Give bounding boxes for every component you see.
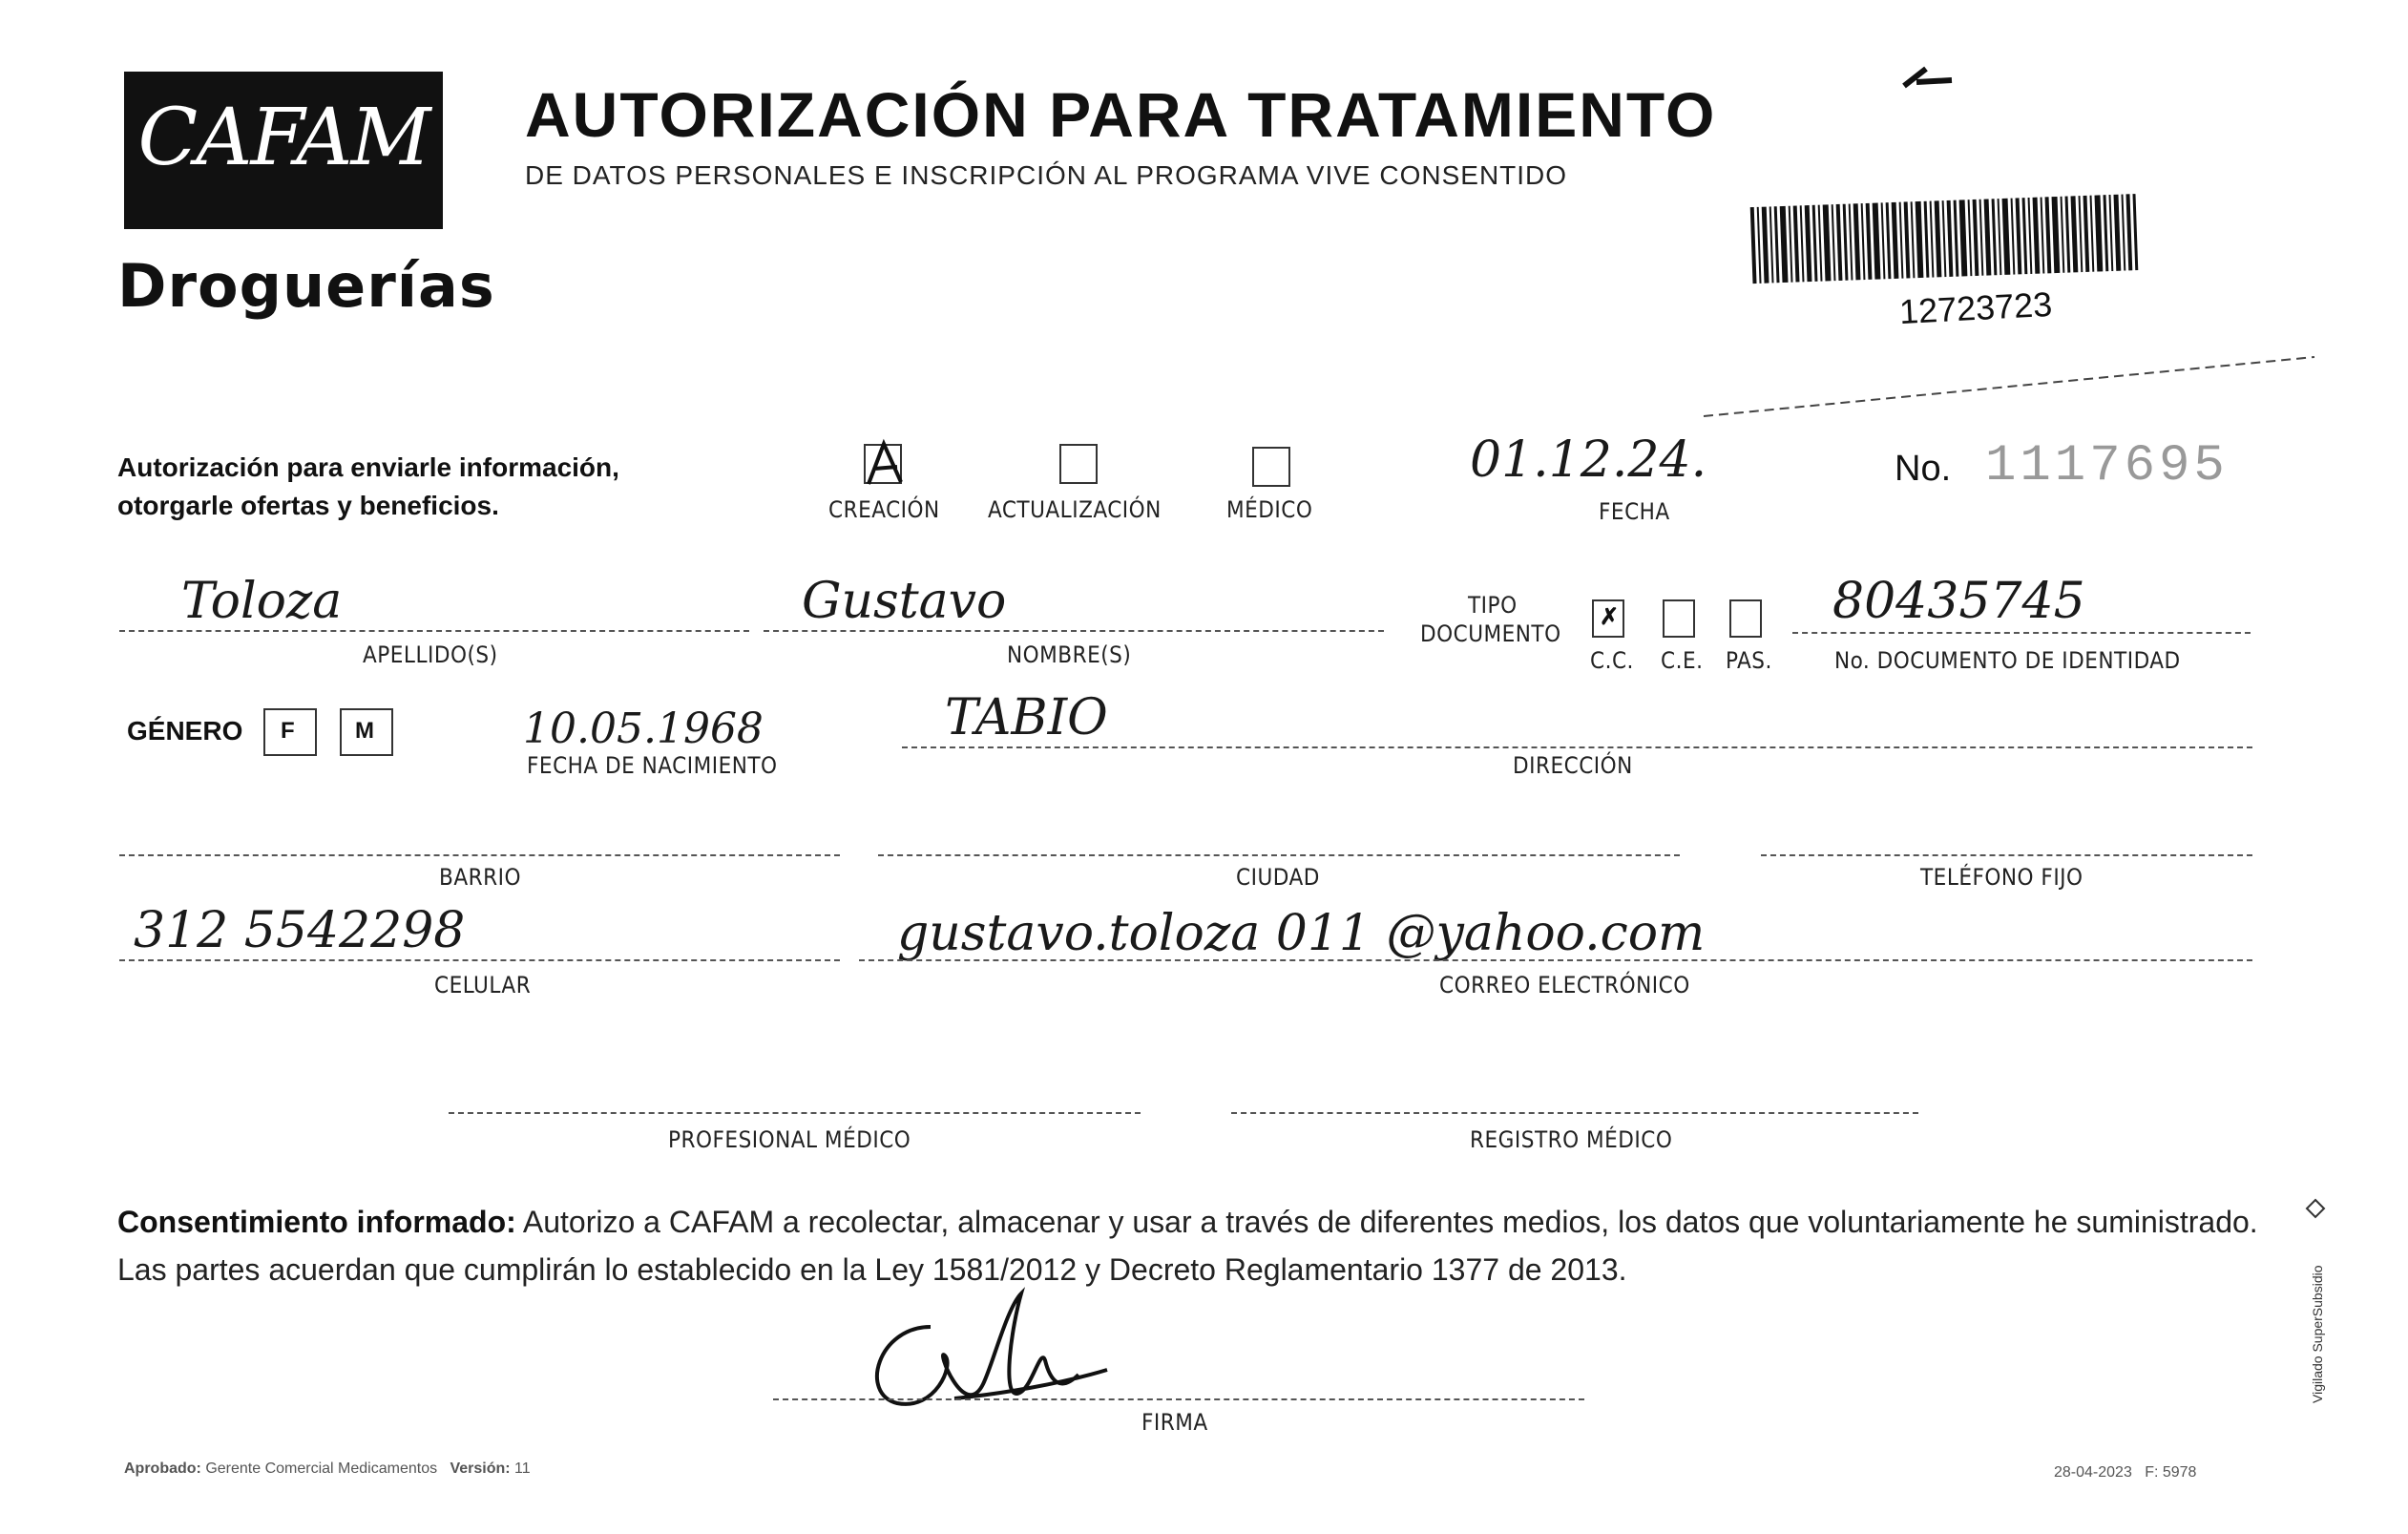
option-actualizacion-label: ACTUALIZACIÓN — [988, 496, 1162, 523]
genero-m-label: M — [355, 718, 374, 744]
barrio-label: BARRIO — [439, 864, 521, 891]
nombres-value[interactable]: Gustavo — [802, 573, 1007, 630]
barrio-line — [119, 854, 840, 856]
apellidos-label: APELLIDO(S) — [363, 641, 498, 668]
footer-aprobado — [124, 1460, 531, 1478]
page-title: AUTORIZACIÓN PARA TRATAMIENTO — [525, 79, 1717, 150]
form-number: 1117695 — [1985, 437, 2229, 495]
fecha-label: FECHA — [1599, 498, 1670, 525]
genero-f-label: F — [281, 718, 295, 744]
fecha-value[interactable]: 01.12.24. — [1470, 431, 1707, 489]
correo-line — [859, 959, 2252, 961]
option-creacion-label: CREACIÓN — [828, 496, 940, 523]
medico-checkbox[interactable] — [1252, 447, 1290, 487]
tipo-doc-label-1: TIPO — [1468, 592, 1518, 619]
ciudad-line — [878, 854, 1680, 856]
page-subtitle: DE DATOS PERSONALES E INSCRIPCIÓN AL PROGRAMA VIVE CONSENTIDO — [525, 160, 1568, 190]
authorization-heading — [117, 449, 619, 525]
brand-subtitle: Droguerías — [117, 251, 495, 321]
documento-line — [1792, 632, 2251, 634]
option-medico-label: MÉDICO — [1226, 496, 1313, 523]
telefono-line — [1761, 854, 2252, 856]
authorization-heading-line1: Autorización para enviarle información, — [117, 452, 619, 482]
ciudad-label: CIUDAD — [1236, 864, 1320, 891]
consent-paragraph — [117, 1198, 2265, 1293]
footer-codes — [2054, 1464, 2196, 1481]
version-value: 11 — [514, 1460, 531, 1477]
celular-value[interactable]: 312 5542298 — [134, 902, 466, 959]
tipo-cc-check-mark: ✗ — [1600, 604, 1620, 630]
tipo-cc-label: C.C. — [1590, 647, 1634, 674]
firma-line — [773, 1398, 1584, 1400]
tipo-doc-label-2: DOCUMENTO — [1420, 620, 1561, 647]
actualizacion-checkbox[interactable] — [1059, 444, 1098, 484]
aprobado-value: Gerente Comercial Medicamentos — [205, 1460, 438, 1477]
authorization-heading-line2: otorgarle ofertas y beneficios. — [117, 491, 499, 520]
nombres-line — [764, 630, 1384, 632]
consent-text: Autorizo a CAFAM a recolectar, almacenar y usar a través de diferentes medios, los datos que voluntariamente he suministrado. Las partes acuerdan que cumplirán lo establecido en la Ley 1581/2012 y Decreto Reglamentario 1377 de 2013. — [117, 1205, 2258, 1287]
nacimiento-value[interactable]: 10.05.1968 — [523, 704, 764, 753]
tipo-pas-checkbox[interactable] — [1729, 599, 1762, 638]
footer-date-code: 28-04-2023 — [2054, 1464, 2132, 1481]
documento-value[interactable]: 80435745 — [1832, 573, 2085, 630]
logo-text: CAFAM — [137, 93, 429, 183]
corner-stroke-mark — [1899, 65, 1957, 94]
celular-label: CELULAR — [434, 972, 532, 998]
registro-line — [1231, 1112, 1918, 1114]
direccion-line — [902, 746, 2252, 748]
checkbox-check-mark — [859, 434, 916, 492]
registro-label: REGISTRO MÉDICO — [1470, 1126, 1673, 1153]
number-label: No. — [1895, 449, 1952, 489]
direccion-value[interactable]: TABIO — [945, 689, 1108, 746]
tipo-pas-label: PAS. — [1726, 647, 1772, 674]
firma-label: FIRMA — [1141, 1409, 1208, 1436]
profesional-label: PROFESIONAL MÉDICO — [668, 1126, 911, 1153]
signature — [840, 1289, 1126, 1432]
consent-bold: Consentimiento informado: — [117, 1205, 516, 1239]
tipo-ce-label: C.E. — [1661, 647, 1704, 674]
tipo-ce-checkbox[interactable] — [1663, 599, 1695, 638]
genero-label: GÉNERO — [127, 716, 243, 746]
correo-label: CORREO ELECTRÓNICO — [1439, 972, 1690, 998]
apellidos-value[interactable]: Toloza — [181, 573, 343, 630]
cafam-logo — [124, 72, 443, 229]
vigilado-side-text: Vigilado SuperSubsidio — [2310, 1265, 2325, 1403]
barcode — [1751, 181, 2143, 296]
correo-value[interactable]: gustavo.toloza 011 @yahoo.com — [897, 905, 1706, 962]
aprobado-label: Aprobado: — [124, 1460, 201, 1477]
nombres-label: NOMBRE(S) — [1007, 641, 1132, 668]
supersubsidio-icon — [2305, 1198, 2326, 1219]
documento-label: No. DOCUMENTO DE IDENTIDAD — [1834, 647, 2181, 674]
profesional-line — [449, 1112, 1141, 1114]
celular-line — [119, 959, 840, 961]
footer-form-code: F: 5978 — [2145, 1464, 2197, 1481]
direccion-label: DIRECCIÓN — [1513, 752, 1633, 779]
barcode-number: 12723723 — [1898, 284, 2054, 332]
nacimiento-label: FECHA DE NACIMIENTO — [527, 752, 778, 779]
apellidos-line — [119, 630, 749, 632]
telefono-label: TELÉFONO FIJO — [1920, 864, 2083, 891]
version-label: Versión: — [450, 1460, 511, 1477]
top-dashed-divider — [1704, 353, 2314, 420]
